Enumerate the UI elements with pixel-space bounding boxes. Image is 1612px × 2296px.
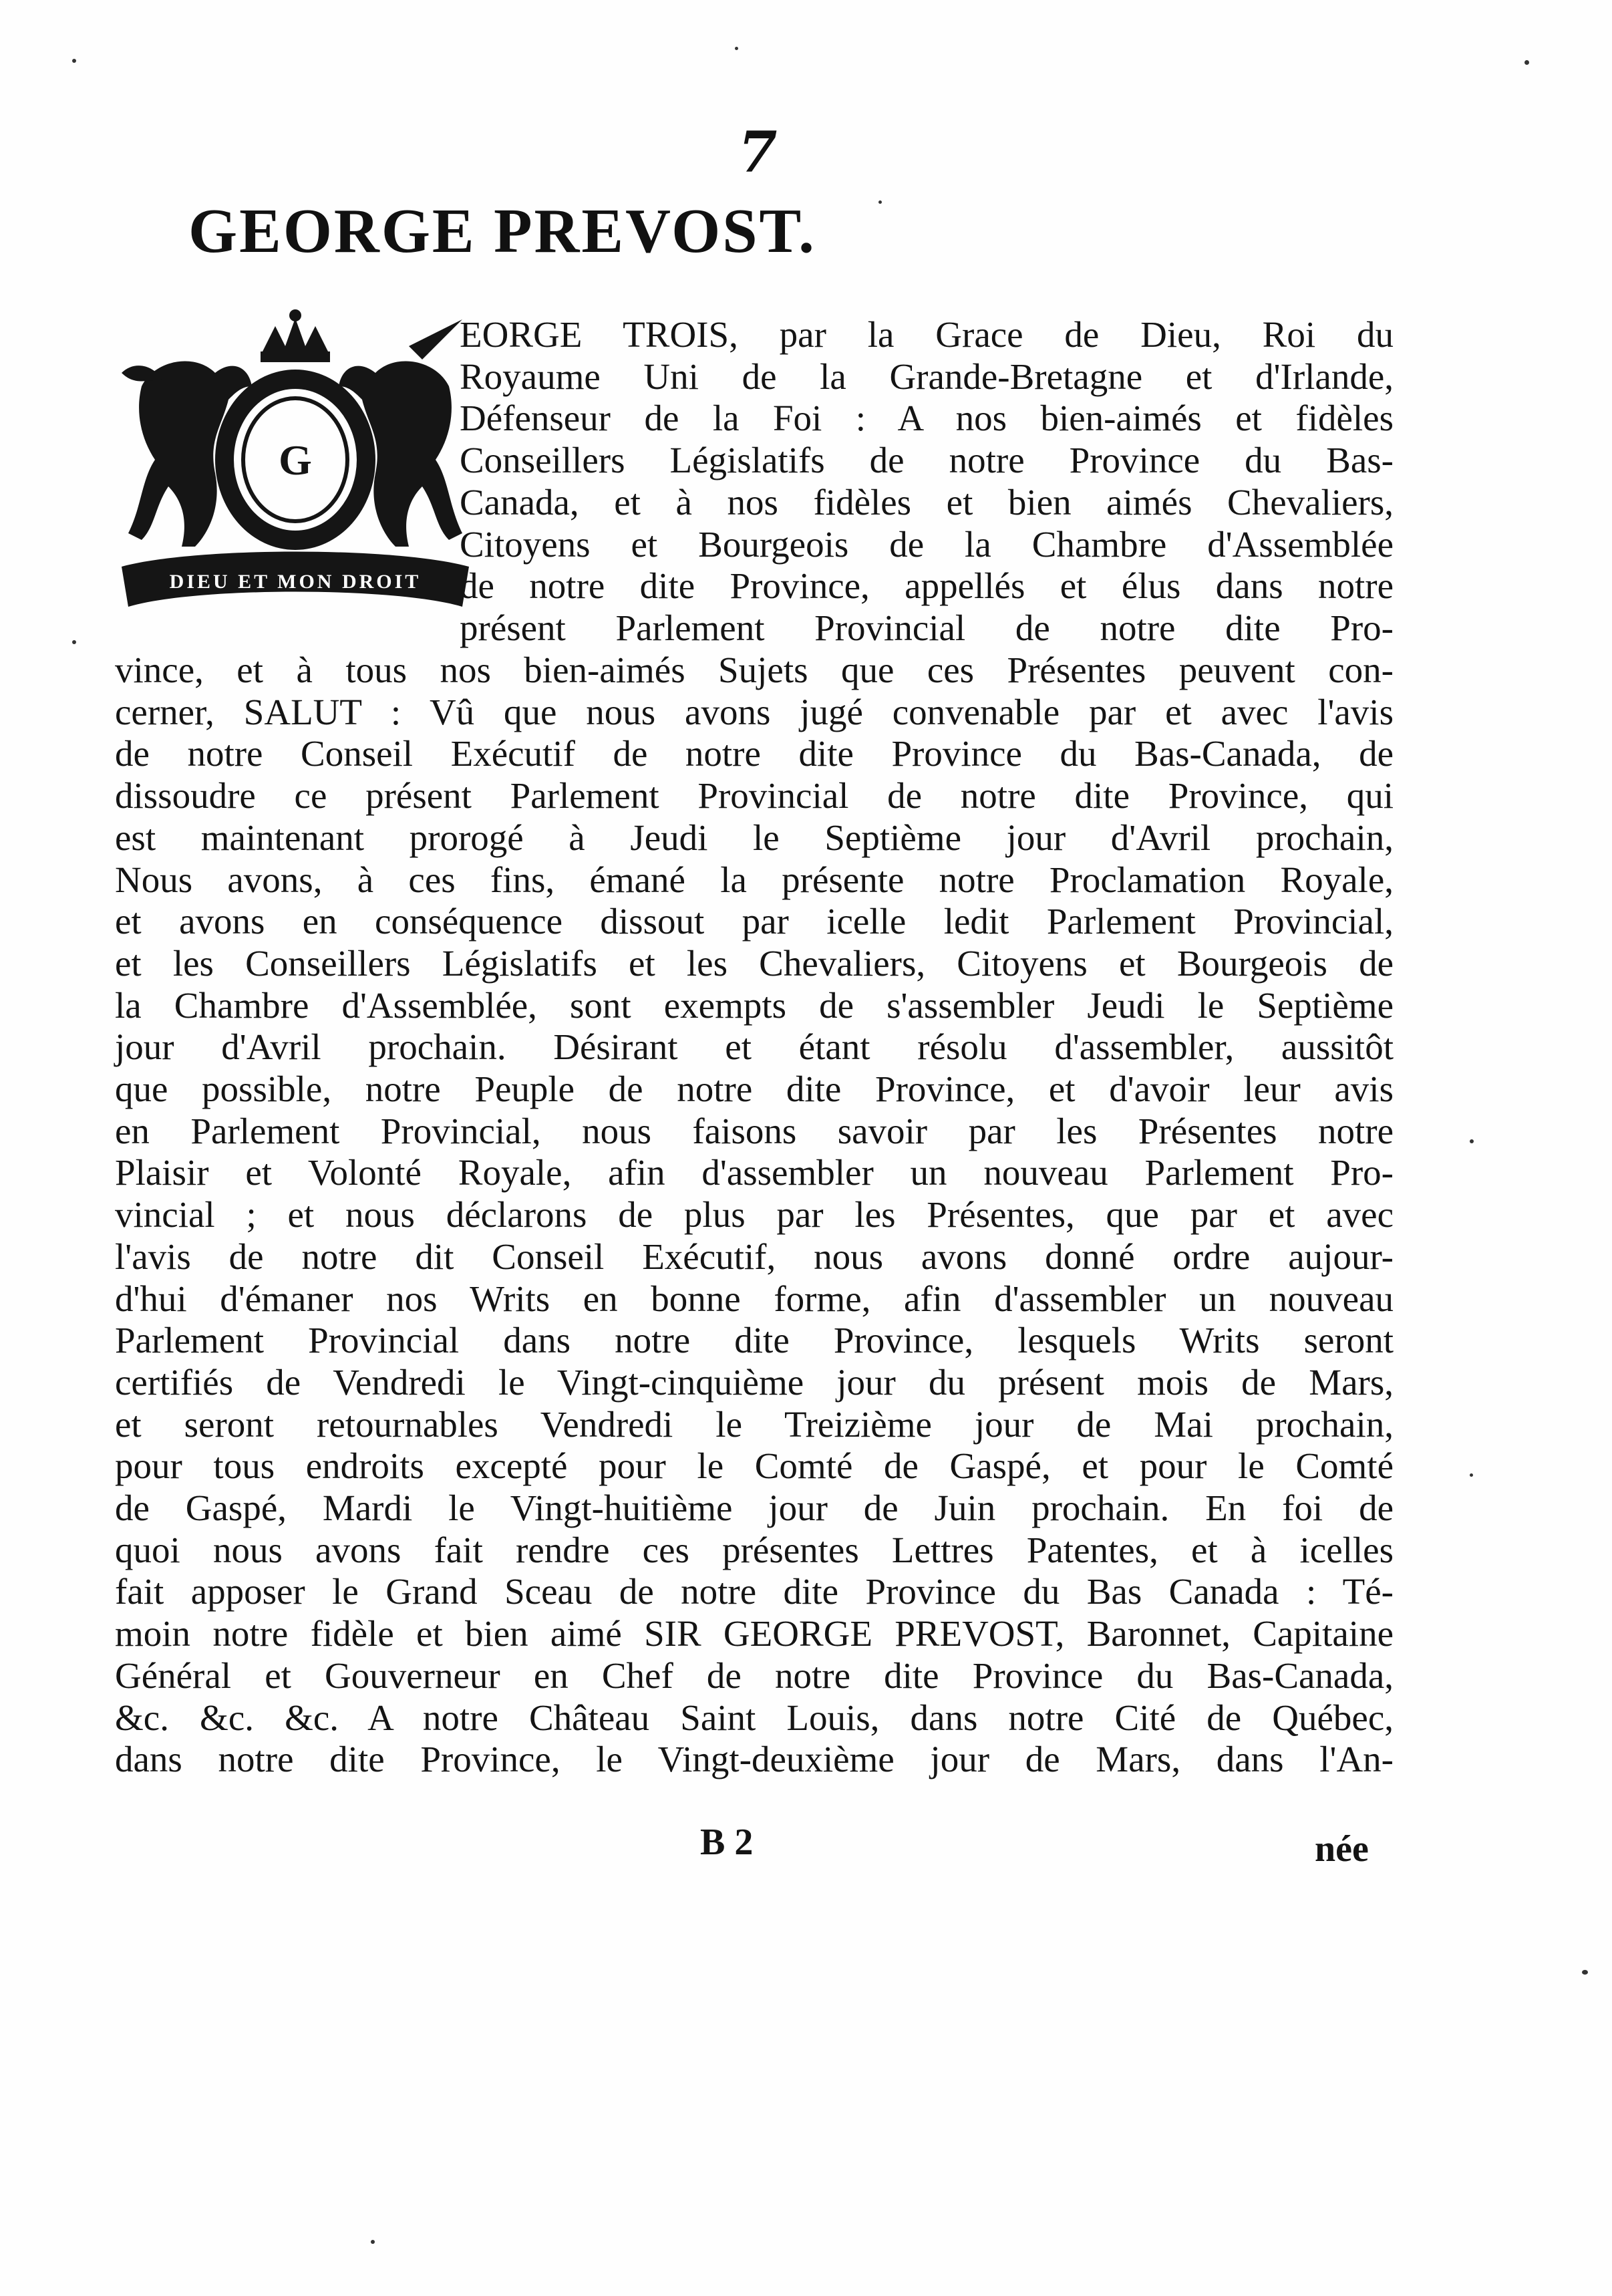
text-line: Défenseur de la Foi : A nos bien-aimés et fidèles <box>460 398 1394 439</box>
scan-speck <box>878 200 882 204</box>
text-line: la Chambre d'Assemblée, sont exempts de s'assembler Jeudi le Septième <box>115 984 1394 1026</box>
text-line: que possible, notre Peuple de notre dite Province, et d'avoir leur avis <box>115 1068 1394 1110</box>
page-number: 7 <box>738 119 778 185</box>
text-line: vince, et à tous nos bien-aimés Sujets que ces Présentes peuvent con- <box>115 650 1394 690</box>
crown-icon <box>261 309 330 362</box>
text-line: d'hui d'émaner nos Writs en bonne forme, afin d'assembler un nouveau <box>115 1278 1394 1319</box>
scan-speck <box>1470 1139 1474 1143</box>
motto-text: DIEU ET MON DROIT <box>169 571 422 593</box>
text-line: jour d'Avril prochain. Désirant et étant résolu d'assembler, aussitôt <box>115 1026 1394 1068</box>
text-line: dans notre dite Province, le Vingt-deuxième jour de Mars, dans l'An- <box>115 1739 1394 1780</box>
text-line: Canada, et à nos fidèles et bien aimés Chevaliers, <box>460 481 1394 523</box>
text-line: Conseillers Législatifs de notre Province du Bas- <box>460 440 1394 481</box>
text-line: certifiés de Vendredi le Vingt-cinquième jour du présent mois de Mars, <box>115 1361 1394 1403</box>
text-line: &c. &c. &c. A notre Château Saint Louis, dans notre Cité de Québec, <box>115 1697 1394 1738</box>
text-line: et les Conseillers Législatifs et les Chevaliers, Citoyens et Bourgeois de <box>115 942 1394 984</box>
text-line: Parlement Provincial dans notre dite Province, lesquels Writs seront <box>115 1320 1394 1361</box>
text-line: de notre Conseil Exécutif de notre dite Province du Bas-Canada, de <box>115 733 1394 774</box>
scan-speck <box>72 640 76 644</box>
text-line: et avons en conséquence dissout par icelle ledit Parlement Provincial, <box>115 901 1394 942</box>
text-line: Nous avons, à ces fins, émané la présente notre Proclamation Royale, <box>115 859 1394 900</box>
text-line: Plaisir et Volonté Royale, afin d'assembler un nouveau Parlement Pro- <box>115 1152 1394 1193</box>
text-line: de notre dite Province, appellés et élus dans notre <box>460 565 1394 607</box>
scan-speck <box>72 59 76 63</box>
text-line: quoi nous avons fait rendre ces présentes Lettres Patentes, et à icelles <box>115 1529 1394 1570</box>
text-line: est maintenant prorogé à Jeudi le Septième jour d'Avril prochain, <box>115 817 1394 858</box>
royal-coat-of-arms-icon <box>115 306 476 620</box>
scan-speck <box>1582 1970 1588 1975</box>
scan-speck <box>735 47 738 50</box>
page-title: GEORGE PREVOST. <box>188 196 816 266</box>
text-line: moin notre fidèle et bien aimé SIR GEORGE PREVOST, Baronnet, Capitaine <box>115 1613 1394 1655</box>
text-line: de Gaspé, Mardi le Vingt-huitième jour de Juin prochain. En foi de <box>115 1487 1394 1529</box>
scan-speck <box>1524 60 1529 65</box>
catchword: née <box>1315 1828 1369 1870</box>
text-line: Citoyens et Bourgeois de la Chambre d'Assemblée <box>460 523 1394 565</box>
text-line: Royaume Uni de la Grande-Bretagne et d'Irlande, <box>460 355 1394 397</box>
text-line: l'avis de notre dit Conseil Exécutif, nous avons donné ordre aujour- <box>115 1236 1394 1277</box>
shield-center-letter: G <box>279 436 312 484</box>
scan-speck <box>1470 1473 1473 1477</box>
text-line: dissoudre ce présent Parlement Provincial de notre dite Province, qui <box>115 775 1394 817</box>
text-line: pour tous endroits excepté pour le Comté de Gaspé, et pour le Comté <box>115 1445 1394 1487</box>
proclamation-opening <box>460 314 1394 650</box>
text-line: EORGE TROIS, par la Grace de Dieu, Roi du <box>460 314 1394 355</box>
proclamation-body <box>115 650 1394 1781</box>
scan-speck <box>371 2240 375 2244</box>
text-line: présent Parlement Provincial de notre dite Pro- <box>460 607 1394 648</box>
text-line: en Parlement Provincial, nous faisons savoir par les Présentes notre <box>115 1110 1394 1151</box>
text-line: vincial ; et nous déclarons de plus par les Présentes, que par et avec <box>115 1194 1394 1236</box>
text-line: fait apposer le Grand Sceau de notre dite Province du Bas Canada : Té- <box>115 1571 1394 1612</box>
text-line: et seront retournables Vendredi le Treizième jour de Mai prochain, <box>115 1403 1394 1445</box>
text-line: Général et Gouverneur en Chef de notre dite Province du Bas-Canada, <box>115 1655 1394 1696</box>
signature-mark: B 2 <box>700 1822 754 1863</box>
text-line: cerner, SALUT : Vû que nous avons jugé convenable par et avec l'avis <box>115 691 1394 732</box>
